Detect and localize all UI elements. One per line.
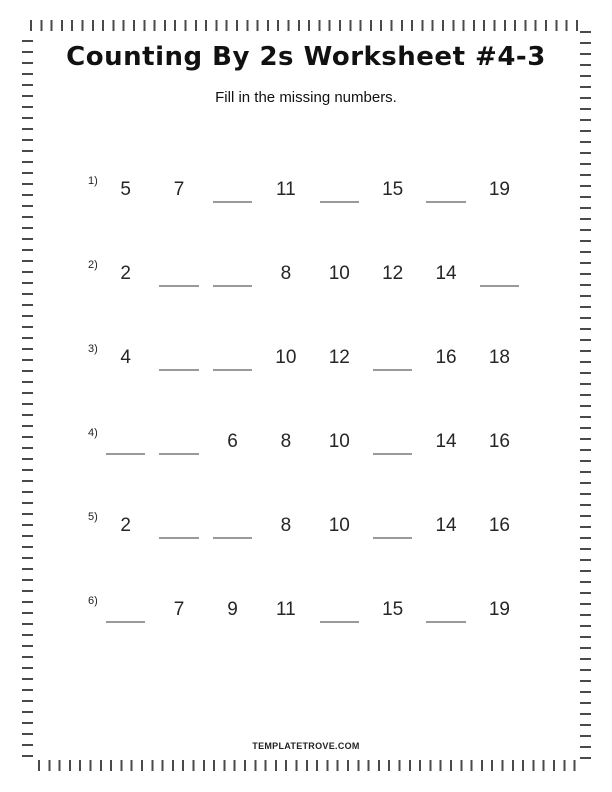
number-cell: 10 <box>328 515 350 536</box>
tick-border-top <box>30 20 580 31</box>
blank-line[interactable] <box>480 285 519 287</box>
answer-blank[interactable] <box>366 427 419 457</box>
number-cell: 12 <box>328 347 350 368</box>
number-cell: 11 <box>276 599 296 620</box>
number-cell: 7 <box>173 179 185 200</box>
answer-blank[interactable] <box>313 595 366 625</box>
number-cell: 12 <box>382 263 404 284</box>
answer-blank[interactable] <box>206 511 259 541</box>
worksheet-row-5 <box>88 511 526 541</box>
blank-line[interactable] <box>106 453 145 455</box>
number-cell: 5 <box>120 179 131 200</box>
answer-blank[interactable] <box>419 595 472 625</box>
blank-line[interactable] <box>213 369 252 371</box>
number-cell: 14 <box>435 431 457 452</box>
answer-blank[interactable] <box>206 259 259 289</box>
blank-line[interactable] <box>213 537 252 539</box>
number-cell: 8 <box>280 263 292 284</box>
blank-line[interactable] <box>373 369 412 371</box>
answer-blank[interactable] <box>206 343 259 373</box>
number-cell: 11 <box>276 179 296 200</box>
answer-blank[interactable] <box>152 259 205 289</box>
row-number-label: 3) <box>88 343 98 355</box>
worksheet-row-1 <box>88 175 526 205</box>
number-cell: 9 <box>227 599 238 620</box>
number-cell: 7 <box>173 599 185 620</box>
number-cell: 8 <box>280 431 292 452</box>
answer-blank[interactable] <box>473 259 526 289</box>
blank-line[interactable] <box>159 369 198 371</box>
number-cell: 19 <box>488 599 510 620</box>
answer-blank[interactable] <box>366 511 419 541</box>
answer-blank[interactable] <box>152 343 205 373</box>
number-cell: 14 <box>435 515 457 536</box>
answer-blank[interactable] <box>313 175 366 205</box>
answer-blank[interactable] <box>99 595 152 625</box>
row-number-label: 1) <box>88 175 98 187</box>
blank-line[interactable] <box>213 201 252 203</box>
blank-line[interactable] <box>373 453 412 455</box>
tick-border-right <box>580 31 591 764</box>
worksheet-row-3 <box>88 343 526 373</box>
blank-line[interactable] <box>159 453 198 455</box>
number-cell: 10 <box>275 347 297 368</box>
number-cell: 16 <box>435 347 457 368</box>
number-cell: 15 <box>382 179 404 200</box>
blank-line[interactable] <box>159 285 198 287</box>
number-cell: 19 <box>488 179 510 200</box>
tick-border-left <box>22 40 33 764</box>
number-cell: 2 <box>120 515 131 536</box>
blank-line[interactable] <box>213 285 252 287</box>
row-number-label: 4) <box>88 427 98 439</box>
number-cell: 15 <box>382 599 404 620</box>
row-number-label: 5) <box>88 511 98 523</box>
number-cell: 6 <box>227 431 238 452</box>
number-cell: 4 <box>120 347 131 368</box>
number-cell: 8 <box>280 515 292 536</box>
worksheet-title: Counting By 2s Worksheet #4-3 <box>66 42 546 72</box>
answer-blank[interactable] <box>152 511 205 541</box>
tick-border-bottom <box>38 760 578 771</box>
answer-blank[interactable] <box>419 175 472 205</box>
answer-blank[interactable] <box>366 343 419 373</box>
blank-line[interactable] <box>426 621 465 623</box>
number-cell: 2 <box>120 263 131 284</box>
answer-blank[interactable] <box>99 427 152 457</box>
number-cell: 14 <box>435 263 457 284</box>
blank-line[interactable] <box>159 537 198 539</box>
answer-blank[interactable] <box>206 175 259 205</box>
footer-brand: TEMPLATETROVE.COM <box>252 741 360 751</box>
row-number-label: 2) <box>88 259 98 271</box>
worksheet-row-2 <box>88 259 526 289</box>
number-cell: 10 <box>328 431 350 452</box>
number-cell: 10 <box>328 263 350 284</box>
row-number-label: 6) <box>88 595 98 607</box>
blank-line[interactable] <box>373 537 412 539</box>
number-cell: 16 <box>488 431 510 452</box>
worksheet-instructions: Fill in the missing numbers. <box>215 89 397 106</box>
blank-line[interactable] <box>320 621 359 623</box>
worksheet-rows <box>88 175 526 679</box>
number-cell: 18 <box>488 347 510 368</box>
worksheet-row-4 <box>88 427 526 457</box>
blank-line[interactable] <box>320 201 359 203</box>
blank-line[interactable] <box>426 201 465 203</box>
blank-line[interactable] <box>106 621 145 623</box>
number-cell: 16 <box>488 515 510 536</box>
answer-blank[interactable] <box>152 427 205 457</box>
worksheet-row-6 <box>88 595 526 625</box>
